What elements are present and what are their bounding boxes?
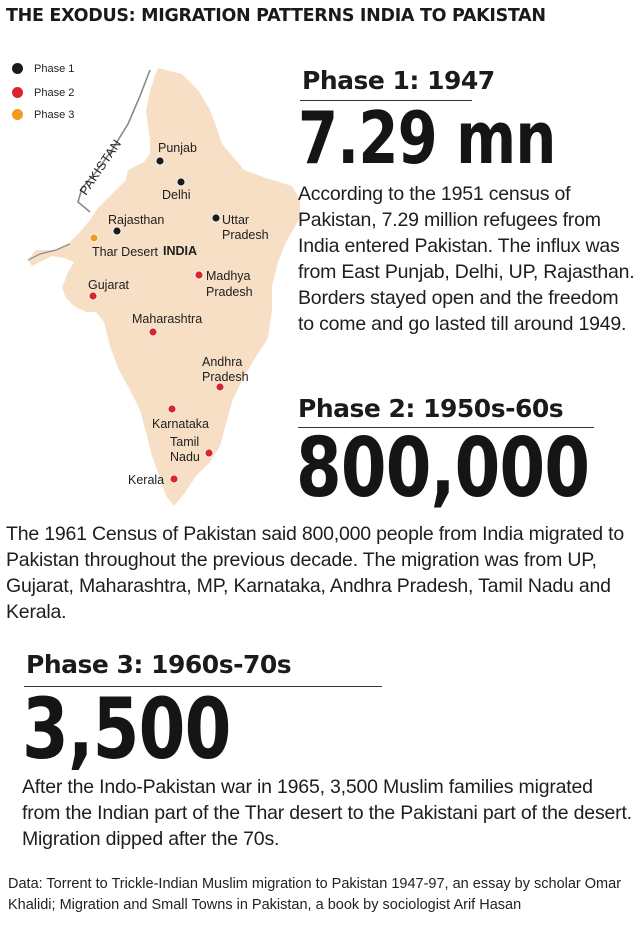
phase-1-figure: 7.29 mn — [298, 96, 556, 180]
legend-dot-icon — [12, 109, 23, 120]
maharashtra-label: Maharashtra — [132, 312, 203, 326]
legend-label: Phase 3 — [34, 109, 75, 121]
phase-2-figure: 800,000 — [296, 421, 590, 516]
page-title: THE EXODUS: MIGRATION PATTERNS INDIA TO PAKISTAN — [6, 6, 546, 26]
gujarat-dot — [89, 292, 97, 300]
tamil-nadu-dot — [205, 449, 213, 457]
karnataka-label: Karnataka — [152, 417, 209, 431]
legend-label: Phase 2 — [34, 87, 75, 99]
legend-dot-icon — [12, 63, 23, 74]
madhya-pradesh-label-line2: Pradesh — [206, 285, 253, 299]
madhya-pradesh-dot — [195, 271, 203, 279]
rajasthan-dot — [113, 227, 121, 235]
thar-desert-dot — [90, 234, 98, 242]
phase-1-text: According to the 1951 census of Pakistan, 7.29 million refugees from India entered Pakistan. The influx was from East Punjab, Delhi, UP, Rajasthan. Borders stayed open and the freedom to come and go lasted till around 1949. — [298, 183, 635, 335]
andhra-pradesh-label: Andhra — [202, 355, 243, 369]
thar-desert-label: Thar Desert — [92, 245, 158, 259]
maharashtra-dot — [149, 328, 157, 336]
andhra-pradesh-label-line2: Pradesh — [202, 370, 249, 384]
punjab-dot — [156, 157, 164, 165]
rajasthan-label: Rajasthan — [108, 213, 165, 227]
uttar-pradesh-dot — [212, 214, 220, 222]
tamil-nadu-label: Tamil — [170, 435, 200, 449]
phase-3-figure: 3,500 — [22, 680, 231, 778]
uttar-pradesh-label-line2: Pradesh — [222, 228, 269, 242]
tamil-nadu-label-line2: Nadu — [170, 450, 200, 464]
phase-1-heading: Phase 1: 1947 — [302, 66, 495, 95]
madhya-pradesh-label: Madhya — [206, 269, 251, 283]
kerala-label: Kerala — [128, 473, 165, 487]
legend-dot-icon — [12, 87, 23, 98]
delhi-dot — [177, 178, 185, 186]
karnataka-dot — [168, 405, 176, 413]
phase-2-heading: Phase 2: 1950s-60s — [298, 394, 564, 423]
uttar-pradesh-label: Uttar — [222, 213, 250, 227]
legend-label: Phase 1 — [34, 63, 75, 75]
phase-2-text: The 1961 Census of Pakistan said 800,000 people from India migrated to Pakistan throughout the previous decade. The migration was from UP, Gujarat, Maharashtra, MP, Karnataka, Andhra Pradesh, Tamil Nadu and Kerala. — [6, 523, 624, 623]
india-label: INDIA — [163, 244, 198, 258]
andhra-pradesh-dot — [216, 383, 224, 391]
india-landmass — [28, 68, 300, 506]
phase-3-text: After the Indo-Pakistan war in 1965, 3,500 Muslim families migrated from the Indian part of the Thar desert to the Pakistani part of the desert. Migration dipped after the 70s. — [22, 776, 632, 850]
phase-3-heading: Phase 3: 1960s-70s — [26, 650, 292, 679]
gujarat-label: Gujarat — [88, 278, 129, 292]
source-note: Data: Torrent to Trickle-Indian Muslim migration to Pakistan 1947-97, an essay by scholar Omar Khalidi; Migration and Small Towns in Pakistan, a book by sociologist Arif Hasan — [8, 876, 622, 913]
pakistan-label: PAKISTAN — [76, 136, 125, 198]
punjab-label: Punjab — [158, 141, 197, 155]
delhi-label: Delhi — [162, 188, 191, 202]
kerala-dot — [170, 475, 178, 483]
